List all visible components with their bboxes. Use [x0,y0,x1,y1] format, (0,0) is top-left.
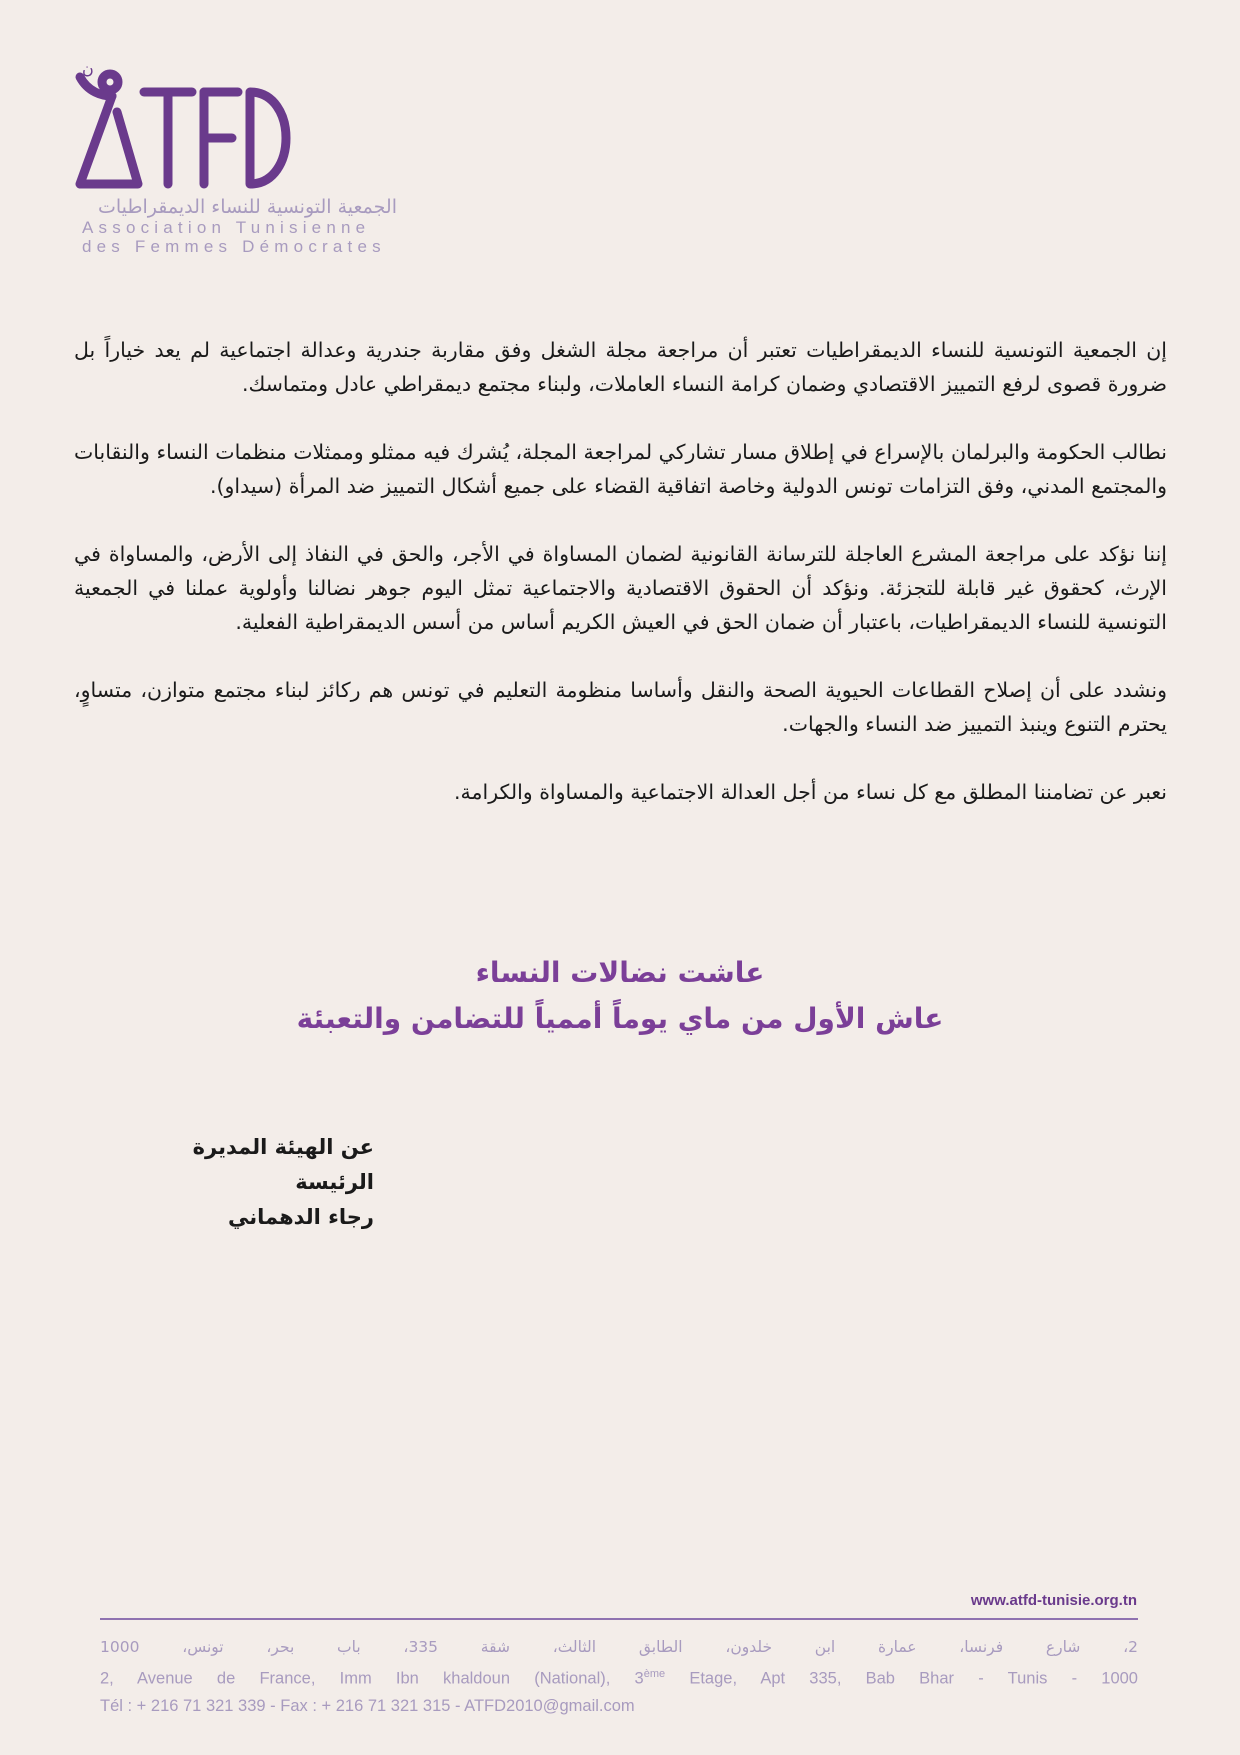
logo-arabic-glyph: ن [82,59,94,78]
atfd-logo [72,52,412,256]
address-french-sup: ème [643,1668,666,1680]
paragraph-1: إن الجمعية التونسية للنساء الديمقراطيات تعتبر أن مراجعة مجلة الشغل وفق مقاربة جندرية وعدالة اجتماعية لم يعد خياراً بل ضرورة قصوى لرفع التمييز الاقتصادي وضمان كرامة النساء العاملات، ولبناء مجتمع ديمقراطي عادل ومتماسك. [74,338,1167,396]
address-arabic: 2، شارع فرنسا، عمارة ابن خلدون، الطابق الثالث، شقة 335، باب بحر، تونس، 1000 [100,1638,1138,1656]
paragraph-2: نطالب الحكومة والبرلمان بالإسراع في إطلاق مسار تشاركي لمراجعة المجلة، يُشرك فيه ممثلو وممثلات منظمات النساء والنقابات والمجتمع المدني، وفق التزامات تونس الدولية وخاصة اتفاقية القضاء على جميع أشكال التمييز ضد المرأة (سيداو). [74,440,1167,498]
paragraph-3: إننا نؤكد على مراجعة المشرع العاجلة للترسانة القانونية لضمان المساواة في الأجر، والحق في النفاذ إلى الأرض، والمساواة في الإرث، كحقوق غير قابلة للتجزئة. ونؤكد أن الحقوق الاقتصادية والاجتماعية تمثل اليوم جوهر نضالنا وأولوية عملنا في الجمعية التونسية للنساء الديمقراطيات، باعتبار أن ضمان الحق في العيش الكريم أساس من أسس الديمقراطية الفعلية. [74,542,1167,634]
paragraph-4: ونشدد على أن إصلاح القطاعات الحيوية الصحة والنقل وأساسا منظومة التعليم في تونس هم ركائز لبناء مجتمع متوازن، متساوٍ، يحترم التنوع وينبذ التمييز ضد النساء والجهات. [74,678,1167,736]
paragraph-5: نعبر عن تضامننا المطلق مع كل نساء من أجل العدالة الاجتماعية والمساواة والكرامة. [454,780,1167,804]
slogans [0,950,1240,1042]
signature-block [74,1130,374,1235]
footer-divider [100,1618,1138,1620]
address-french-part1: 2, Avenue de France, Imm Ibn khaldoun (National), 3 [100,1669,644,1688]
atfd-logo-mark [72,52,302,192]
address-french [100,1661,1138,1693]
slogan-2: عاش الأول من ماي يوماً أممياً للتضامن والتعبئة [296,1002,944,1035]
address-french-part2: Etage, Apt 335, Bab Bhar - Tunis - 1000 [665,1669,1138,1688]
logo-french-name-2: des Femmes Démocrates [82,237,386,256]
signature-board: عن الهيئة المديرة [192,1135,374,1159]
signature-name: رجاء الدهماني [227,1205,374,1229]
contact-line: Tél : + 216 71 321 339 - Fax : + 216 71 321 315 - ATFD2010@gmail.com [100,1696,635,1715]
logo-arabic-name: الجمعية التونسية للنساء الديمقراطيات [98,196,397,218]
statement-body [74,333,1167,843]
website-link[interactable]: www.atfd-tunisie.org.tn [970,1592,1137,1609]
signature-title: الرئيسة [295,1170,374,1194]
logo-french-name-1: Association Tunisienne [82,218,371,237]
footer-address [100,1634,1138,1720]
slogan-1: عاشت نضالات النساء [475,956,765,989]
